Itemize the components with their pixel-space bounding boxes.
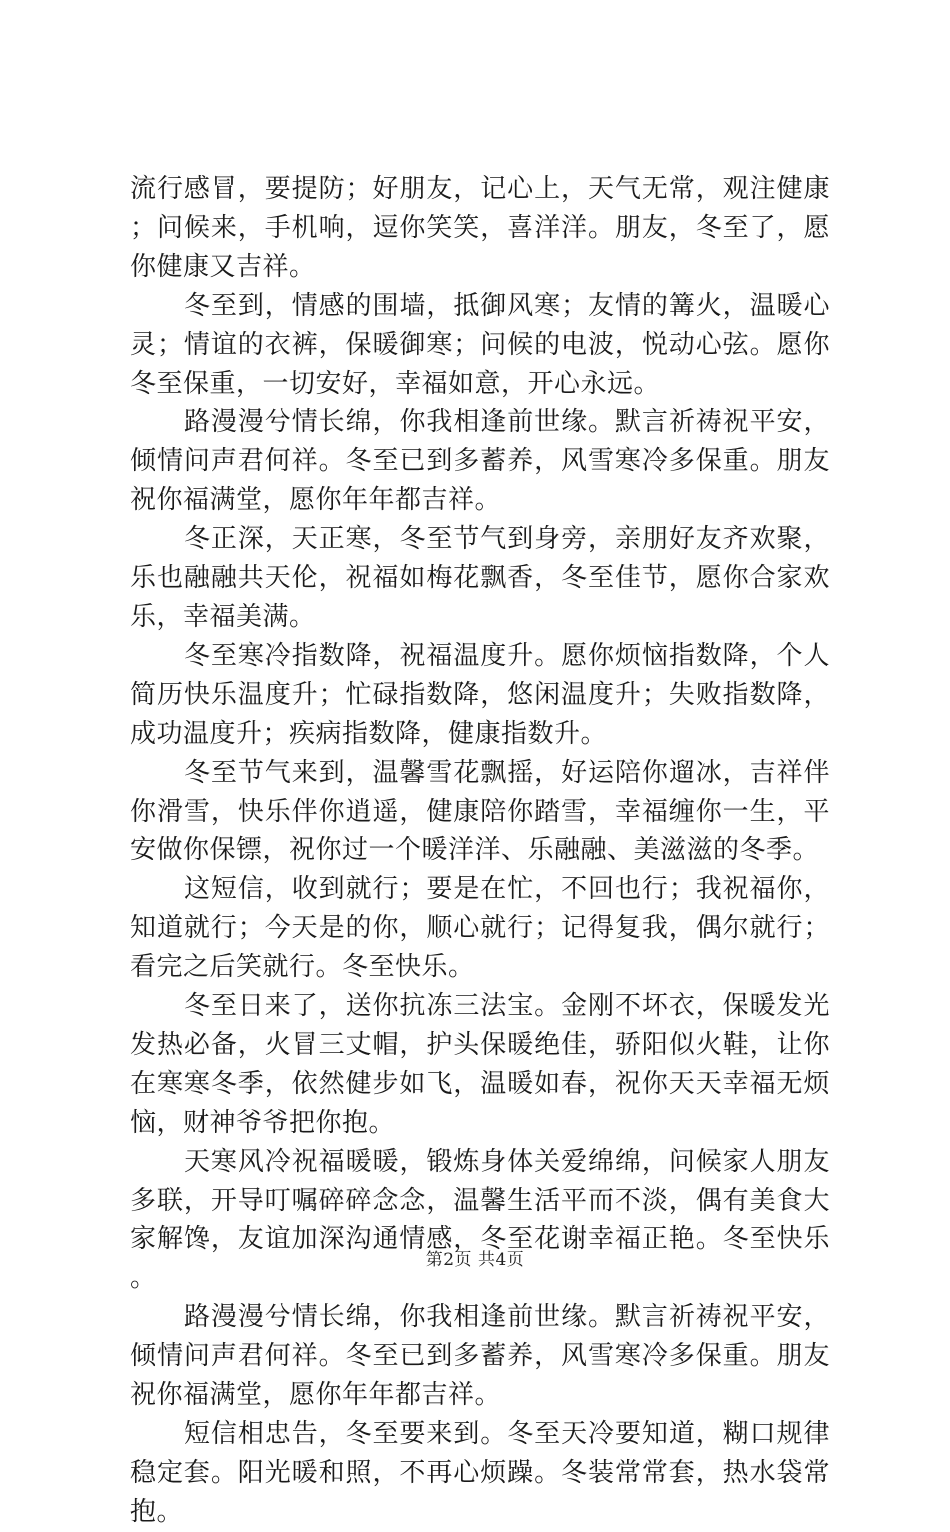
- paragraph: 路漫漫兮情长绵，你我相逢前世缘。默言祈祷祝平安，倾情问声君何祥。冬至已到多蓄养，风雪寒冷多保重。朋友祝你福满堂，愿你年年都吉祥。: [130, 407, 830, 516]
- paragraph: 路漫漫兮情长绵，你我相逢前世缘。默言祈祷祝平安，倾情问声君何祥。冬至已到多蓄养，风雪寒冷多保重。朋友祝你福满堂，愿你年年都吉祥。: [130, 1302, 830, 1411]
- paragraph: 冬至寒冷指数降，祝福温度升。愿你烦恼指数降，个人简历快乐温度升；忙碌指数降，悠闲温度升；失败指数降，成功温度升；疾病指数降，健康指数升。: [130, 640, 830, 749]
- paragraph: 冬至节气来到，温馨雪花飘摇，好运陪你遛冰，吉祥伴你滑雪，快乐伴你逍遥，健康陪你踏雪，幸福缠你一生，平安做你保镖，祝你过一个暖洋洋、乐融融、美滋滋的冬季。: [130, 757, 830, 866]
- paragraph: 天寒风冷祝福暖暖，锻炼身体关爱绵绵，问候家人朋友多联，开导叮嘱碎碎念念，温馨生活平而不淡，偶有美食大家解馋，友谊加深沟通情感，冬至花谢幸福正艳。冬至快乐。: [130, 1146, 830, 1294]
- paragraph: 冬至日来了，送你抗冻三法宝。金刚不坏衣，保暖发光发热必备，火冒三丈帽，护头保暖绝佳，骄阳似火鞋，让你在寒寒冬季，依然健步如飞，温暖如春，祝你天天幸福无烦恼，财神爷爷把你抱。: [130, 991, 830, 1138]
- paragraph: 冬至到，情感的围墙，抵御风寒；友情的篝火，温暖心灵；情谊的衣裤，保暖御寒；问候的电波，悦动心弦。愿你冬至保重，一切安好，幸福如意，开心永远。: [130, 290, 830, 399]
- paragraph: 这短信，收到就行；要是在忙，不回也行；我祝福你，知道就行；今天是的你，顺心就行；记得复我，偶尔就行；看完之后笑就行。冬至快乐。: [130, 874, 830, 983]
- body-text: [130, 170, 830, 1532]
- paragraph: 短信相忠告，冬至要来到。冬至天冷要知道，糊口规律稳定套。阳光暖和照，不再心烦躁。冬装常常套，热水袋常抱。: [130, 1419, 830, 1527]
- paragraph: 冬正深，天正寒，冬至节气到身旁，亲朋好友齐欢聚，乐也融融共天伦，祝福如梅花飘香，冬至佳节，愿你合家欢乐，幸福美满。: [130, 524, 830, 632]
- page-footer: 第2页 共4页: [425, 1250, 525, 1270]
- paragraph: 流行感冒，要提防；好朋友，记心上，天气无常，观注健康；问候来，手机响，逗你笑笑，喜洋洋。朋友，冬至了，愿你健康又吉祥。: [130, 174, 830, 282]
